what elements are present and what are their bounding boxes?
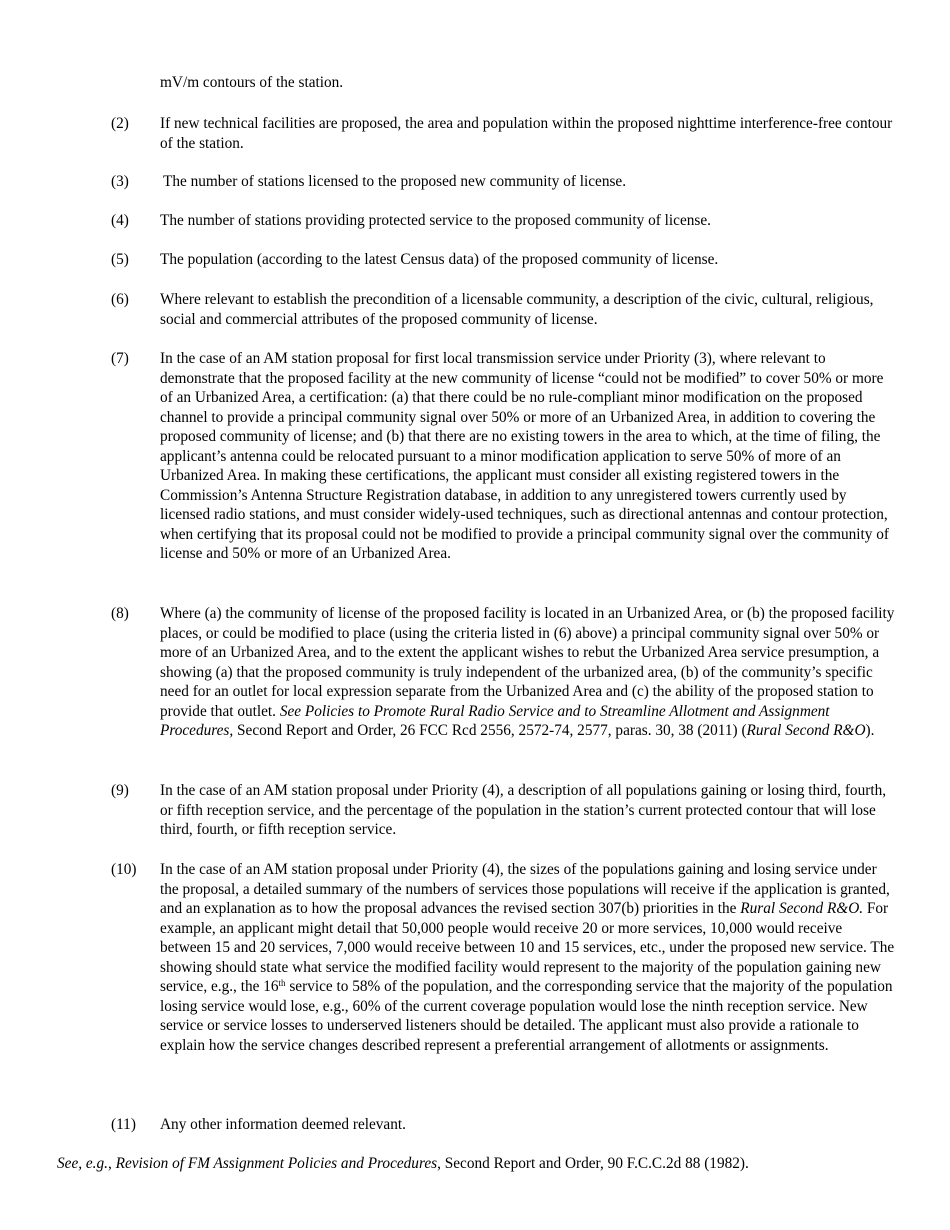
list-item-2 [111, 114, 901, 153]
citation-text: , Second Report and Order, 90 F.C.C.2d 88 (1982). [437, 1155, 749, 1172]
list-item-8 [111, 604, 901, 741]
item-number: (8) [111, 605, 129, 622]
item-text [160, 604, 896, 741]
continuation-text: mV/m contours of the station. [160, 74, 344, 91]
item-text: The number of stations licensed to the proposed new community of license. [163, 173, 627, 190]
item-number: (2) [111, 115, 129, 132]
list-item-9 [111, 781, 901, 840]
item-text-part: In the case of an AM station proposal under Priority (4), the sizes of the populations gaining and losing service under the proposal, a detailed summary of the numbers of services those populations will receive if the application is granted, and an explanation as to how the proposal advances the revised section 307(b) priorities in the [160, 861, 890, 917]
citation-italic: Rural Second R&O [746, 722, 866, 739]
item-number: (6) [111, 291, 129, 308]
item-text: Any other information deemed relevant. [160, 1116, 406, 1133]
item-text: Where relevant to establish the precondition of a licensable community, a description of the civic, cultural, religious, social and commercial attributes of the proposed community of license. [160, 291, 874, 328]
list-item-4 [111, 211, 901, 231]
superscript: th [278, 978, 286, 988]
item-text-part: ). [865, 722, 875, 739]
item-text: The number of stations providing protected service to the proposed community of license. [160, 212, 711, 229]
citation-italic: Revision of FM Assignment Policies and Procedures [115, 1155, 438, 1172]
item-text-part: Second Report and Order, 26 FCC Rcd 2556, 2572-74, 2577, paras. 30, 38 (2011) ( [233, 722, 747, 739]
list-item-10 [111, 860, 901, 1055]
item-text-part: service to 58% of the population, and the corresponding service that the majority of the population losing service would lose, e.g., 60% of the current coverage population would lose the ninth reception service. New service or service losses to underserved listeners should be detailed. The applicant must also provide a rationale to explain how the service changes described represent a preferential arrangement of allotments or assignments. [160, 978, 893, 1054]
item-number: (7) [111, 350, 129, 367]
item-number: (10) [111, 861, 137, 878]
item-text [160, 860, 896, 1055]
item-text: The population (according to the latest Census data) of the proposed community of license. [160, 251, 719, 268]
list-item-3 [111, 172, 901, 192]
list-item-7 [111, 349, 901, 564]
item-text: In the case of an AM station proposal for first local transmission service under Priority (3), where relevant to demonstrate that the proposed facility at the new community of license “could not be modified” to cover 50% or more of an Urbanized Area, a certification: (a) that there could be no rule-compliant minor modification on the proposed channel to provide a principal community signal over 50% or more of an Urbanized Area, in addition to covering the proposed community of license; and (b) that there are no existing towers in the area to which, at the time of filing, the applicant’s antenna could be relocated pursuant to a minor modification application to serve 50% of more of an Urbanized Area. In making these certifications, the applicant must consider all existing registered towers in the Commission’s Antenna Structure Registration database, in addition to any unregistered towers currently used by licensed radio stations, and must consider widely-used techniques, such as directional antennas and contour protection, when certifying that its proposal could not be modified to provide a principal community signal over the community of license and 50% or more of an Urbanized Area. [160, 350, 889, 562]
citation-italic: See, e.g. [57, 1155, 108, 1172]
item-number: (4) [111, 212, 129, 229]
list-item-6 [111, 290, 901, 329]
citation-italic: Rural Second R&O. [740, 900, 864, 917]
item-number: (3) [111, 173, 129, 190]
item-number: (5) [111, 251, 129, 268]
item-text: If new technical facilities are proposed, the area and population within the proposed nighttime interference-free contour of the station. [160, 115, 893, 152]
footer-citation [57, 1154, 917, 1174]
list-item-5 [111, 250, 901, 270]
item-text-part: For example, an applicant might detail that 50,000 people would receive 20 or more services, 10,000 would receive between 15 and 20 services, 7,000 would receive between 10 and 15 services, etc., under the proposed new service. The showing should state what service the modified facility would represent to the majority of the population gaining new service, e.g., the 16 [160, 900, 895, 995]
item-text: In the case of an AM station proposal under Priority (4), a description of all populations gaining or losing third, fourth, or fifth reception service, and the percentage of the population in the station’s current protected contour that will lose third, fourth, or fifth reception service. [160, 782, 887, 838]
item-number: (11) [111, 1116, 136, 1133]
list-item-11 [111, 1115, 901, 1135]
item-number: (9) [111, 782, 129, 799]
citation-separator: , [107, 1155, 116, 1172]
item-text-part: Where (a) the community of license of the proposed facility is located in an Urbanized Area, or (b) the proposed facility places, or could be modified to place (using the criteria listed in (6) above) a principal community signal over 50% or more of an Urbanized Area, and to the extent the applicant wishes to rebut the Urbanized Area service presumption, a showing (a) that the proposed community is truly independent of the urbanized area, (b) of the community’s specific need for an outlet for local expression separate from the Urbanized Area and (c) the ability of the proposed station to provide that outlet. [160, 605, 895, 720]
citation-italic: See Policies to Promote Rural Radio Service and to Streamline Allotment and Assignment Procedures, [160, 702, 830, 739]
